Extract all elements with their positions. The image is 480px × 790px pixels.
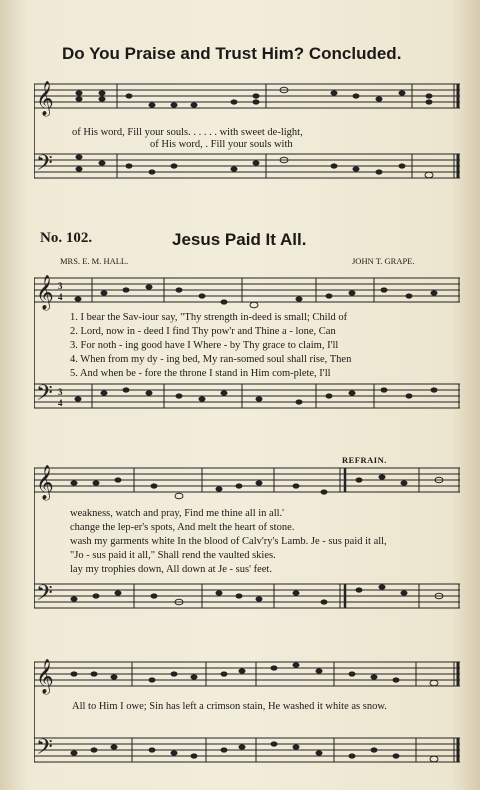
verse-cont-line-1: weakness, watch and pray, Find me thine all in all.' — [70, 508, 285, 519]
verse-line-5: 5. And when be - fore the throne I stand in Him com-plete, I'll — [70, 368, 331, 379]
verse-line-2: 2. Lord, now in - deed I find Thy pow'r and Thine a - lone, Can — [70, 326, 336, 337]
svg-text:4: 4 — [58, 398, 63, 408]
svg-text:𝄞: 𝄞 — [36, 276, 54, 309]
svg-text:4: 4 — [58, 292, 63, 302]
lyric-line: of His word, . Fill your souls with — [150, 139, 293, 150]
svg-text:3: 3 — [58, 281, 63, 291]
svg-text:𝄢: 𝄢 — [36, 735, 53, 764]
refrain-label: REFRAIN. — [342, 455, 387, 465]
verse-cont-line-4: "Jo - sus paid it all," Shall rend the vaulted skies. — [70, 550, 276, 561]
verse-cont-line-5: lay my trophies down, All down at Je - sus' feet. — [70, 564, 272, 575]
lyric-line: of His word, Fill your souls. . . . . . with sweet de-light, — [72, 127, 303, 138]
svg-text:𝄢: 𝄢 — [36, 381, 53, 410]
refrain-lyric-line: All to Him I owe; Sin has left a crimson stain, He washed it white as snow. — [72, 701, 387, 712]
svg-text:𝄢: 𝄢 — [36, 151, 53, 180]
svg-text:𝄢: 𝄢 — [36, 581, 53, 610]
svg-text:𝄞: 𝄞 — [36, 82, 54, 115]
hymn-composer: JOHN T. GRAPE. — [352, 256, 415, 266]
music-system-4 — [34, 652, 460, 776]
page-title: Do You Praise and Trust Him? Concluded. — [62, 44, 402, 63]
verse-line-4: 4. When from my dy - ing bed, My ran-somed soul shall rise, Then — [70, 354, 352, 365]
hymn-number: No. 102. — [40, 230, 93, 246]
svg-text:𝄞: 𝄞 — [36, 660, 54, 693]
svg-text:𝄞: 𝄞 — [36, 466, 54, 499]
verse-cont-line-3: wash my garments white In the blood of Calv'ry's Lamb. Je - sus paid it all, — [70, 536, 387, 547]
verse-cont-line-2: change the lep-er's spots, And melt the heart of stone. — [70, 522, 295, 533]
svg-text:3: 3 — [58, 387, 63, 397]
hymn-title: Jesus Paid It All. — [172, 230, 307, 249]
verse-line-1: 1. I bear the Sav-iour say, "Thy strength in-deed is small; Child of — [70, 312, 348, 323]
verse-line-3: 3. For noth - ing good have I Where - by Thy grace to claim, I'll — [70, 340, 339, 351]
music-staff-graphic — [34, 652, 460, 776]
hymn-author: MRS. E. M. HALL. — [60, 256, 129, 266]
